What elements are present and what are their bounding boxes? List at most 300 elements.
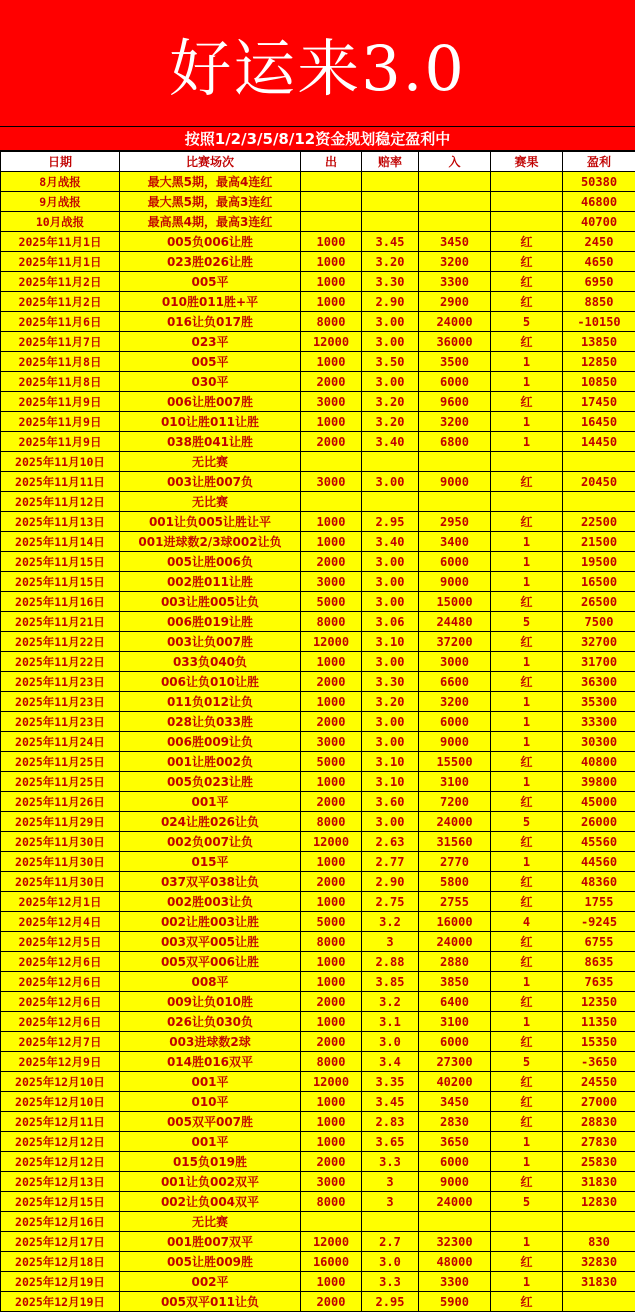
result-cell: 1 bbox=[491, 692, 563, 712]
odds-cell: 3.20 bbox=[362, 392, 419, 412]
table-row bbox=[1, 252, 635, 272]
date-cell: 2025年12月10日 bbox=[1, 1072, 120, 1092]
profit-cell: 16450 bbox=[563, 412, 635, 432]
odds-cell: 3.45 bbox=[362, 1092, 419, 1112]
result-cell: 红 bbox=[491, 1292, 563, 1312]
return-cell: 36000 bbox=[419, 332, 491, 352]
col-header-stake: 出 bbox=[301, 152, 362, 172]
match-cell: 001让负005让胜让平 bbox=[120, 512, 301, 532]
match-cell: 006胜019让胜 bbox=[120, 612, 301, 632]
return-cell: 24480 bbox=[419, 612, 491, 632]
date-cell: 2025年11月23日 bbox=[1, 672, 120, 692]
result-cell: 红 bbox=[491, 292, 563, 312]
col-header-odds: 赔率 bbox=[362, 152, 419, 172]
stake-cell: 3000 bbox=[301, 572, 362, 592]
match-cell: 005双平006让胜 bbox=[120, 952, 301, 972]
table-row bbox=[1, 672, 635, 692]
return-cell: 6000 bbox=[419, 372, 491, 392]
result-cell: 红 bbox=[491, 1072, 563, 1092]
match-cell: 002让胜003让胜 bbox=[120, 912, 301, 932]
match-cell: 015负019胜 bbox=[120, 1152, 301, 1172]
table-row bbox=[1, 1172, 635, 1192]
result-cell: 红 bbox=[491, 232, 563, 252]
match-cell: 003让胜007负 bbox=[120, 472, 301, 492]
odds-cell: 3.20 bbox=[362, 412, 419, 432]
results-table bbox=[0, 151, 635, 1312]
table-row bbox=[1, 712, 635, 732]
match-cell: 005让胜006负 bbox=[120, 552, 301, 572]
stake-cell bbox=[301, 212, 362, 232]
result-cell: 红 bbox=[491, 792, 563, 812]
date-cell: 2025年11月15日 bbox=[1, 572, 120, 592]
result-cell: 1 bbox=[491, 1232, 563, 1252]
table-row bbox=[1, 572, 635, 592]
profit-cell: -3650 bbox=[563, 1052, 635, 1072]
odds-cell: 2.75 bbox=[362, 892, 419, 912]
return-cell: 31560 bbox=[419, 832, 491, 852]
odds-cell: 3 bbox=[362, 1172, 419, 1192]
date-cell: 2025年12月19日 bbox=[1, 1292, 120, 1312]
stake-cell: 5000 bbox=[301, 912, 362, 932]
profit-cell: 25830 bbox=[563, 1152, 635, 1172]
match-cell: 003进球数2球 bbox=[120, 1032, 301, 1052]
date-cell: 2025年12月12日 bbox=[1, 1132, 120, 1152]
profit-cell: 50380 bbox=[563, 172, 635, 192]
profit-cell: 4650 bbox=[563, 252, 635, 272]
table-row bbox=[1, 752, 635, 772]
match-cell: 010让胜011让胜 bbox=[120, 412, 301, 432]
profit-cell: 19500 bbox=[563, 552, 635, 572]
odds-cell: 3.20 bbox=[362, 692, 419, 712]
return-cell bbox=[419, 492, 491, 512]
result-cell: 红 bbox=[491, 932, 563, 952]
match-cell: 033负040负 bbox=[120, 652, 301, 672]
date-cell: 2025年11月22日 bbox=[1, 632, 120, 652]
date-cell: 2025年11月21日 bbox=[1, 612, 120, 632]
profit-cell: 45000 bbox=[563, 792, 635, 812]
return-cell: 5800 bbox=[419, 872, 491, 892]
profit-cell: 12830 bbox=[563, 1192, 635, 1212]
match-cell: 001平 bbox=[120, 1072, 301, 1092]
table-row bbox=[1, 652, 635, 672]
stake-cell: 8000 bbox=[301, 312, 362, 332]
profit-cell: 45560 bbox=[563, 832, 635, 852]
table-row bbox=[1, 372, 635, 392]
table-row bbox=[1, 1232, 635, 1252]
profit-cell: 27830 bbox=[563, 1132, 635, 1152]
result-cell: 5 bbox=[491, 1052, 563, 1072]
result-cell: 红 bbox=[491, 892, 563, 912]
match-cell: 037双平038让负 bbox=[120, 872, 301, 892]
table-row bbox=[1, 612, 635, 632]
stake-cell: 2000 bbox=[301, 432, 362, 452]
match-cell: 023胜026让胜 bbox=[120, 252, 301, 272]
result-cell bbox=[491, 452, 563, 472]
date-cell: 2025年11月23日 bbox=[1, 692, 120, 712]
table-row bbox=[1, 1192, 635, 1212]
result-cell: 红 bbox=[491, 592, 563, 612]
return-cell: 3200 bbox=[419, 412, 491, 432]
result-cell: 红 bbox=[491, 1032, 563, 1052]
result-cell: 5 bbox=[491, 612, 563, 632]
return-cell: 16000 bbox=[419, 912, 491, 932]
date-cell: 2025年11月30日 bbox=[1, 832, 120, 852]
date-cell: 2025年11月29日 bbox=[1, 812, 120, 832]
match-cell: 005让胜009胜 bbox=[120, 1252, 301, 1272]
return-cell: 6000 bbox=[419, 552, 491, 572]
date-cell: 2025年11月10日 bbox=[1, 452, 120, 472]
date-cell: 2025年12月13日 bbox=[1, 1172, 120, 1192]
result-cell: 1 bbox=[491, 652, 563, 672]
profit-cell: 13850 bbox=[563, 332, 635, 352]
return-cell: 3850 bbox=[419, 972, 491, 992]
date-cell: 2025年11月11日 bbox=[1, 472, 120, 492]
stake-cell: 1000 bbox=[301, 772, 362, 792]
return-cell: 3650 bbox=[419, 1132, 491, 1152]
date-cell: 2025年11月22日 bbox=[1, 652, 120, 672]
table-row bbox=[1, 532, 635, 552]
match-cell: 006胜009让负 bbox=[120, 732, 301, 752]
odds-cell: 3.1 bbox=[362, 1012, 419, 1032]
match-cell: 016让负017胜 bbox=[120, 312, 301, 332]
result-cell: 红 bbox=[491, 1112, 563, 1132]
match-cell: 001让负002双平 bbox=[120, 1172, 301, 1192]
return-cell: 6000 bbox=[419, 712, 491, 732]
match-cell: 038胜041让胜 bbox=[120, 432, 301, 452]
table-row bbox=[1, 552, 635, 572]
table-row bbox=[1, 1112, 635, 1132]
date-cell: 2025年11月2日 bbox=[1, 292, 120, 312]
date-cell: 2025年11月1日 bbox=[1, 232, 120, 252]
odds-cell: 3.00 bbox=[362, 712, 419, 732]
date-cell: 2025年11月9日 bbox=[1, 432, 120, 452]
table-row bbox=[1, 732, 635, 752]
table-row bbox=[1, 292, 635, 312]
match-cell: 002胜011让胜 bbox=[120, 572, 301, 592]
return-cell: 3450 bbox=[419, 1092, 491, 1112]
odds-cell: 3.50 bbox=[362, 352, 419, 372]
date-cell: 2025年11月8日 bbox=[1, 352, 120, 372]
profit-cell: 48360 bbox=[563, 872, 635, 892]
result-cell: 红 bbox=[491, 472, 563, 492]
profit-cell: 22500 bbox=[563, 512, 635, 532]
return-cell: 2900 bbox=[419, 292, 491, 312]
odds-cell: 3.00 bbox=[362, 572, 419, 592]
odds-cell: 3.10 bbox=[362, 752, 419, 772]
table-row bbox=[1, 472, 635, 492]
result-cell: 1 bbox=[491, 532, 563, 552]
stake-cell: 1000 bbox=[301, 352, 362, 372]
stake-cell: 1000 bbox=[301, 292, 362, 312]
return-cell bbox=[419, 212, 491, 232]
col-header-result: 赛果 bbox=[491, 152, 563, 172]
profit-cell: 44560 bbox=[563, 852, 635, 872]
return-cell: 48000 bbox=[419, 1252, 491, 1272]
table-row bbox=[1, 792, 635, 812]
stake-cell: 2000 bbox=[301, 672, 362, 692]
date-cell: 2025年12月19日 bbox=[1, 1272, 120, 1292]
result-cell: 红 bbox=[491, 1092, 563, 1112]
match-cell: 006让胜007胜 bbox=[120, 392, 301, 412]
table-row bbox=[1, 1212, 635, 1232]
stake-cell: 8000 bbox=[301, 1052, 362, 1072]
table-row bbox=[1, 892, 635, 912]
return-cell: 24000 bbox=[419, 812, 491, 832]
result-cell: 1 bbox=[491, 732, 563, 752]
match-cell: 015平 bbox=[120, 852, 301, 872]
result-cell: 1 bbox=[491, 1152, 563, 1172]
return-cell: 3400 bbox=[419, 532, 491, 552]
date-cell: 2025年11月23日 bbox=[1, 712, 120, 732]
date-cell: 2025年12月6日 bbox=[1, 952, 120, 972]
profit-cell: 46800 bbox=[563, 192, 635, 212]
stake-cell: 12000 bbox=[301, 832, 362, 852]
return-cell: 24000 bbox=[419, 932, 491, 952]
table-row bbox=[1, 1132, 635, 1152]
return-cell: 32300 bbox=[419, 1232, 491, 1252]
return-cell: 9000 bbox=[419, 732, 491, 752]
table-row bbox=[1, 492, 635, 512]
return-cell: 2755 bbox=[419, 892, 491, 912]
return-cell: 3500 bbox=[419, 352, 491, 372]
date-cell: 2025年11月25日 bbox=[1, 772, 120, 792]
table-row bbox=[1, 592, 635, 612]
stake-cell: 1000 bbox=[301, 1132, 362, 1152]
return-cell bbox=[419, 1212, 491, 1232]
return-cell bbox=[419, 452, 491, 472]
result-cell: 1 bbox=[491, 852, 563, 872]
date-cell: 8月战报 bbox=[1, 172, 120, 192]
table-row bbox=[1, 872, 635, 892]
profit-cell: 2450 bbox=[563, 232, 635, 252]
odds-cell: 3.00 bbox=[362, 332, 419, 352]
date-cell: 2025年11月12日 bbox=[1, 492, 120, 512]
table-row bbox=[1, 272, 635, 292]
odds-cell: 3.00 bbox=[362, 372, 419, 392]
date-cell: 2025年12月4日 bbox=[1, 912, 120, 932]
stake-cell: 12000 bbox=[301, 332, 362, 352]
odds-cell: 3.60 bbox=[362, 792, 419, 812]
result-cell bbox=[491, 192, 563, 212]
stake-cell: 2000 bbox=[301, 552, 362, 572]
result-cell bbox=[491, 212, 563, 232]
stake-cell: 2000 bbox=[301, 712, 362, 732]
profit-cell: 40800 bbox=[563, 752, 635, 772]
odds-cell: 3.30 bbox=[362, 672, 419, 692]
return-cell: 27300 bbox=[419, 1052, 491, 1072]
match-cell: 002让负004双平 bbox=[120, 1192, 301, 1212]
stake-cell: 8000 bbox=[301, 1192, 362, 1212]
table-row bbox=[1, 1072, 635, 1092]
stake-cell: 8000 bbox=[301, 812, 362, 832]
profit-cell: 39800 bbox=[563, 772, 635, 792]
odds-cell: 3.2 bbox=[362, 992, 419, 1012]
table-row bbox=[1, 1092, 635, 1112]
table-row bbox=[1, 412, 635, 432]
odds-cell: 3 bbox=[362, 932, 419, 952]
odds-cell: 3.00 bbox=[362, 312, 419, 332]
odds-cell: 3.00 bbox=[362, 472, 419, 492]
result-cell bbox=[491, 492, 563, 512]
match-cell: 无比赛 bbox=[120, 492, 301, 512]
stake-cell bbox=[301, 1212, 362, 1232]
odds-cell: 3.10 bbox=[362, 632, 419, 652]
date-cell: 2025年11月9日 bbox=[1, 392, 120, 412]
return-cell: 2880 bbox=[419, 952, 491, 972]
match-cell: 005负006让胜 bbox=[120, 232, 301, 252]
odds-cell: 3.0 bbox=[362, 1252, 419, 1272]
result-cell: 红 bbox=[491, 632, 563, 652]
return-cell: 6000 bbox=[419, 1032, 491, 1052]
stake-cell: 1000 bbox=[301, 272, 362, 292]
odds-cell: 3.30 bbox=[362, 272, 419, 292]
match-cell: 无比赛 bbox=[120, 452, 301, 472]
date-cell: 2025年11月30日 bbox=[1, 852, 120, 872]
profit-cell: 20450 bbox=[563, 472, 635, 492]
return-cell: 6000 bbox=[419, 1152, 491, 1172]
date-cell: 9月战报 bbox=[1, 192, 120, 212]
return-cell: 3100 bbox=[419, 1012, 491, 1032]
match-cell: 010胜011胜+平 bbox=[120, 292, 301, 312]
stake-cell bbox=[301, 492, 362, 512]
odds-cell: 2.83 bbox=[362, 1112, 419, 1132]
date-cell: 2025年12月5日 bbox=[1, 932, 120, 952]
odds-cell: 3.00 bbox=[362, 552, 419, 572]
stake-cell: 12000 bbox=[301, 632, 362, 652]
profit-cell: 27000 bbox=[563, 1092, 635, 1112]
profit-cell: 14450 bbox=[563, 432, 635, 452]
result-cell: 红 bbox=[491, 272, 563, 292]
return-cell: 9000 bbox=[419, 472, 491, 492]
result-cell: 红 bbox=[491, 1252, 563, 1272]
odds-cell: 3.00 bbox=[362, 732, 419, 752]
match-cell: 001平 bbox=[120, 1132, 301, 1152]
odds-cell bbox=[362, 1212, 419, 1232]
return-cell bbox=[419, 192, 491, 212]
result-cell: 5 bbox=[491, 1192, 563, 1212]
match-cell: 023平 bbox=[120, 332, 301, 352]
date-cell: 2025年11月1日 bbox=[1, 252, 120, 272]
table-row bbox=[1, 392, 635, 412]
match-cell: 最大黑5期，最高3连红 bbox=[120, 192, 301, 212]
result-cell: 5 bbox=[491, 812, 563, 832]
profit-cell: 15350 bbox=[563, 1032, 635, 1052]
table-row bbox=[1, 772, 635, 792]
result-cell: 1 bbox=[491, 972, 563, 992]
match-cell: 008平 bbox=[120, 972, 301, 992]
return-cell: 9000 bbox=[419, 572, 491, 592]
match-cell: 006让负010让胜 bbox=[120, 672, 301, 692]
match-cell: 最高黑4期，最高3连红 bbox=[120, 212, 301, 232]
match-cell: 009让负010胜 bbox=[120, 992, 301, 1012]
odds-cell: 3.40 bbox=[362, 432, 419, 452]
table-row bbox=[1, 332, 635, 352]
odds-cell: 3.00 bbox=[362, 812, 419, 832]
odds-cell: 3.45 bbox=[362, 232, 419, 252]
return-cell: 3100 bbox=[419, 772, 491, 792]
profit-cell: 40700 bbox=[563, 212, 635, 232]
date-cell: 2025年11月30日 bbox=[1, 872, 120, 892]
return-cell: 15000 bbox=[419, 592, 491, 612]
odds-cell bbox=[362, 192, 419, 212]
odds-cell: 3.85 bbox=[362, 972, 419, 992]
table-row bbox=[1, 852, 635, 872]
odds-cell: 3.3 bbox=[362, 1152, 419, 1172]
result-cell: 红 bbox=[491, 392, 563, 412]
table-row bbox=[1, 452, 635, 472]
page-title: 好运来3.0 bbox=[0, 0, 635, 127]
return-cell: 3450 bbox=[419, 232, 491, 252]
date-cell: 2025年11月8日 bbox=[1, 372, 120, 392]
result-cell: 1 bbox=[491, 572, 563, 592]
stake-cell: 2000 bbox=[301, 872, 362, 892]
stake-cell bbox=[301, 452, 362, 472]
odds-cell: 3.0 bbox=[362, 1032, 419, 1052]
profit-cell: 26000 bbox=[563, 812, 635, 832]
result-cell: 1 bbox=[491, 1012, 563, 1032]
profit-cell: 26500 bbox=[563, 592, 635, 612]
profit-cell: 21500 bbox=[563, 532, 635, 552]
stake-cell: 1000 bbox=[301, 652, 362, 672]
result-cell: 1 bbox=[491, 352, 563, 372]
profit-cell: 32700 bbox=[563, 632, 635, 652]
date-cell: 2025年12月6日 bbox=[1, 972, 120, 992]
profit-cell: 1755 bbox=[563, 892, 635, 912]
stake-cell: 1000 bbox=[301, 1112, 362, 1132]
odds-cell: 3.00 bbox=[362, 592, 419, 612]
stake-cell: 1000 bbox=[301, 972, 362, 992]
stake-cell: 2000 bbox=[301, 372, 362, 392]
profit-cell: 12350 bbox=[563, 992, 635, 1012]
date-cell: 2025年11月15日 bbox=[1, 552, 120, 572]
result-cell bbox=[491, 172, 563, 192]
stake-cell: 2000 bbox=[301, 792, 362, 812]
stake-cell: 12000 bbox=[301, 1072, 362, 1092]
stake-cell: 1000 bbox=[301, 952, 362, 972]
table-row bbox=[1, 1032, 635, 1052]
match-cell: 028让负033胜 bbox=[120, 712, 301, 732]
stake-cell: 8000 bbox=[301, 612, 362, 632]
stake-cell: 3000 bbox=[301, 1172, 362, 1192]
profit-cell: 830 bbox=[563, 1232, 635, 1252]
date-cell: 2025年12月12日 bbox=[1, 1152, 120, 1172]
profit-cell: 7500 bbox=[563, 612, 635, 632]
profit-cell: 24550 bbox=[563, 1072, 635, 1092]
stake-cell bbox=[301, 192, 362, 212]
table-row bbox=[1, 172, 635, 192]
col-header-return: 入 bbox=[419, 152, 491, 172]
stake-cell: 12000 bbox=[301, 1232, 362, 1252]
odds-cell: 3.3 bbox=[362, 1272, 419, 1292]
match-cell: 005平 bbox=[120, 272, 301, 292]
result-cell: 1 bbox=[491, 1272, 563, 1292]
stake-cell: 1000 bbox=[301, 892, 362, 912]
date-cell: 2025年12月6日 bbox=[1, 992, 120, 1012]
date-cell: 2025年11月6日 bbox=[1, 312, 120, 332]
result-cell: 红 bbox=[491, 672, 563, 692]
return-cell: 24000 bbox=[419, 312, 491, 332]
stake-cell: 1000 bbox=[301, 692, 362, 712]
stake-cell: 8000 bbox=[301, 932, 362, 952]
date-cell: 2025年11月7日 bbox=[1, 332, 120, 352]
profit-cell: 36300 bbox=[563, 672, 635, 692]
return-cell: 5900 bbox=[419, 1292, 491, 1312]
match-cell: 003让负007胜 bbox=[120, 632, 301, 652]
match-cell: 002平 bbox=[120, 1272, 301, 1292]
return-cell: 3000 bbox=[419, 652, 491, 672]
match-cell: 001平 bbox=[120, 792, 301, 812]
date-cell: 2025年11月2日 bbox=[1, 272, 120, 292]
